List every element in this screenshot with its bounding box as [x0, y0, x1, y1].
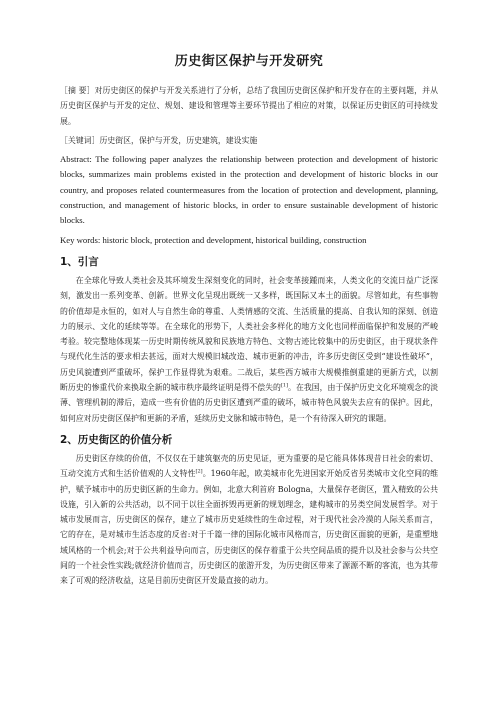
abstract-cn-text: 对历史街区的保护与开发关系进行了分析，总结了我国历史街区保护和开发存在的主要问题，并从历史街区保护与开发的定位、规划、建设和管理等主要环节提出了相应的对策，以保证历史街区的可持续发展。 — [60, 86, 438, 126]
section-1-heading: 1、引言 — [60, 255, 99, 268]
section-2-text-a: 历史街区存续的价值，不仅仅在于建筑躯壳的历史见证，更为重要的是它能具体体现昔日社会的索切、互动交流方式和生活价值观的人文特性 — [60, 453, 438, 479]
keywords-cn — [60, 133, 438, 148]
abstract-tag: ［摘 要］ — [60, 86, 95, 95]
section-1-text-b: 。在我国，由于保护历史文化环境观念的淡薄、管理机制的滞后，造成一些有价值的历史街区遭到严重的破坏，城市特色风貌失去应有的保护。因此，如何应对历史街区保护和更新的矛盾，延续历史文脉和城市特色，是一个有待深入研究的课题。 — [60, 383, 438, 423]
section-2-text-b: 。1960年起，欧美城市化先进国家开始反省另类城市文化空间的维护，赋予城市中的历史街区新的生命力。例如，北意大利首府 Bologna，大量保存老街区，置入精致的公共设施，引入新的公共活动，以不同于以往全面拆毁再更新的规划理念，建构城市的另类空间发展哲学。对于城市发展而言，历史街区的保存，建立了城市历史延续性的生命过程，对于现代社会冷漠的人际关系而言，它的存在，是对城市生活态度的反省:对于千篇一律的国际化城市风格而言，历史街区面貌的更新，是重塑地域风格的一个机会;对于公共利益导向而言，历史街区的保存着重于公共空间品质的提升以及社会参与公共空间的一个社会性实践;就经济价值而言，历史街区的旅游开发，为历史街区带来了源源不断的客流，也为其带来了可观的经济收益，这是目前历史街区开发最直接的动力。 — [60, 469, 438, 586]
reference-2: [2] — [195, 468, 203, 475]
abstract-en: Abstract: The following paper analyzes the relationship between protection and development of historic blocks, summarizes main problems existed in the protection and development of historic blocks in our country, and proposes related countermeasures from the location of protection and development, planning, construction, and management of historic blocks, in order to ensure sustainable development of historic blocks. — [60, 154, 438, 226]
section-2-paragraph — [60, 451, 438, 589]
keywords-en: Key words: historic block, protection and development, historical building, construction — [60, 234, 367, 245]
keywords-cn-text: 历史街区，保护与开发，历史建筑，建设实施 — [99, 135, 258, 145]
keywords-tag: ［关键词］ — [60, 135, 100, 145]
reference-1: [1] — [280, 382, 289, 389]
paper-title: 历史街区保护与开发研究 — [174, 54, 324, 69]
section-1-paragraph — [60, 273, 438, 426]
section-2-heading: 2、历史街区的价值分析 — [60, 433, 173, 446]
abstract-cn — [60, 83, 438, 129]
section-1-text-a: 在全球化导致人类社会及其环境发生深刻变化的同时，社会变革接踵而来，人类文化的交流日益广泛深刻，激发出一系列变革、创新。世界文化呈现出既统一又多样，既国际又本土的面貌。尽管如此，有些事物的价值却是永恒的，如对人与自然生命的尊重、人类情感的交流、生活质量的提高、自我认知的深刻、创造力的展示、文化的延续等等。在全球化的形势下，人类社会多样化的地方文化也同样面临保护和发展的严峻考验。较完整地体现某一历史时期传统风貌和民族地方特色、文物古迹比较集中的历史街区，由于现状条件与现代化生活的要求相去甚远，面对大规模旧城改造、城市更新的冲击，许多历史街区受到“建设性破坏”，历史风貌遭到严重破坏，保护工作显得犹为艰难。二战后，某些西方城市大规模推倒重建的更新方式，以割断历史的惨重代价来换取全新的城市秩序最终证明是得不偿失的 — [60, 275, 438, 393]
